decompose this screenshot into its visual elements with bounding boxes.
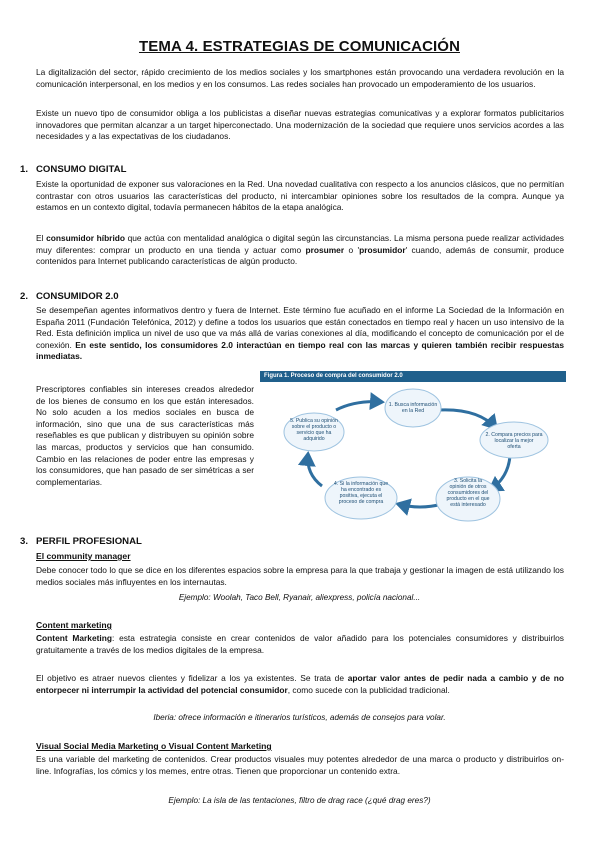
content-marketing-example: Iberia: ofrece información e itinerarios turísticos, además de consejos para volar. <box>153 713 446 722</box>
text-run: El objetivo es atraer nuevos clientes y fidelizar a los ya existentes. Se trata de <box>36 673 348 683</box>
arrow-3-4 <box>398 504 442 507</box>
community-manager-paragraph: Debe conocer todo lo que se dice en los diferentes espacios sobre la empresa para la que trabaja y gestionar la imagen de está utilizando los medios sociales más influyentes en los internautas. <box>36 565 564 587</box>
content-marketing-paragraph-2 <box>36 673 564 696</box>
page-title: TEMA 4. ESTRATEGIAS DE COMUNICACIÓN <box>138 38 460 55</box>
intro-paragraph-1: La digitalización del sector, rápido crecimiento de los medios sociales y los smartphones están provocando una verdadera revolución en la comunicación interpersonal, en los medios y en los consumos. Las redes sociales han provocado un empoderamiento de los usuarios. <box>36 67 564 89</box>
text-run-bold: Content Marketing <box>36 633 112 643</box>
section-3-title: PERFIL PROFESIONAL <box>36 536 142 547</box>
section-2-paragraph-2: Prescriptores confiables sin intereses creados alrededor de los bienes de consumo en los que están interesados. No solo acuden a los medios sociales en busca de información, sino que una de sus características más reseñables es que publican y distribuyen su opinión sobre las marcas, productos y servicios que han consumido. Cambio en las relaciones de poder entre las empresas y los consumidores, que han pasado de ser simétricas a ser complementarias. <box>36 384 254 487</box>
step-2-node <box>480 422 548 458</box>
step-1-label: 1. Busca información en la Red <box>388 402 438 414</box>
community-manager-example: Ejemplo: Woolah, Taco Bell, Ryanair, aliexpress, policía nacional... <box>178 593 421 602</box>
step-3-node <box>436 477 500 521</box>
section-2-number: 2. <box>20 291 29 302</box>
text-run: El <box>36 233 47 243</box>
section-1-number: 1. <box>20 164 29 175</box>
section-3-heading <box>20 536 142 547</box>
section-2-heading <box>20 291 119 302</box>
section-3-number: 3. <box>20 536 29 547</box>
text-run: : esta estrategia consiste en crear contenidos de valor añadido para los potenciales consumidores y distribuirlos gratuitamente a través de los medios digitales de la empresa. <box>36 633 564 655</box>
step-4-label: 4. Si la información que ha encontrado es positiva, ejecuta el proceso de compra <box>333 481 389 505</box>
step-2-label: 2. Compara precios para localizar la mejor oferta <box>485 432 543 450</box>
section-2-paragraph-1 <box>36 305 564 363</box>
text-run: Se desempeñan agentes informativos dentro y fuera de Internet. Este término fue acuñado en el informe La Sociedad de la Información en España 2011 (Fundación Telefónica, 2012) y define a todos los usuarios que están conectados en tiempo real y hacen un uso intensivo de la Red. Esta definición implica un nivel de uso que va más allá de varias conexiones al día, modificando el concepto de comunicación por el de conexión. <box>36 305 564 350</box>
step-1-node <box>385 389 441 427</box>
visual-marketing-heading: Visual Social Media Marketing o Visual Content Marketing <box>36 741 272 751</box>
content-marketing-heading: Content marketing <box>36 620 112 630</box>
text-run: que actúa con mentalidad analógica o digital según las circunstancias. La misma persona puede realizar actividades muy diferentes: comprar un producto en una tienda y actuar como <box>36 233 564 255</box>
visual-marketing-paragraph: Es una variable del marketing de contenidos. Crear productos visuales muy potentes alrededor de una marca o producto y distribuirlos on-line. Infografías, los cómics y los memes, entre otras. Tienen que proporcionar un contenido extra. <box>36 754 564 776</box>
community-manager-heading: El community manager <box>36 551 131 561</box>
section-2-title: CONSUMIDOR 2.0 <box>36 291 119 302</box>
arrow-1-2 <box>438 410 496 428</box>
text-run-bold: consumidor híbrido <box>46 233 125 243</box>
content-marketing-paragraph-1 <box>36 633 564 656</box>
step-3-label: 3. Solicita la opinión de otros consumidores del producto en el que está interesado <box>446 478 490 508</box>
text-run: ' cuando, además de consumir, produce contenidos para Internet publicando características de algún producto. <box>36 244 564 267</box>
purchase-process-figure <box>260 371 566 523</box>
text-run-bold: prosumer <box>305 244 345 255</box>
section-1-paragraph-2 <box>36 233 564 268</box>
step-5-label: 5. Publica su opinión sobre el producto o servicio que ha adquirido <box>290 418 338 442</box>
section-1-title: CONSUMO DIGITAL <box>36 164 127 175</box>
text-run: o ' <box>344 244 360 255</box>
section-1-heading <box>20 164 126 175</box>
figure-title: Figura 1. Proceso de compra del consumidor 2.0 <box>260 371 566 382</box>
text-run: , como sucede con la publicidad tradicional. <box>287 684 450 695</box>
visual-marketing-example: Ejemplo: La isla de las tentaciones, filtro de drag race (¿qué drag eres?) <box>168 796 431 805</box>
intro-paragraph-2: Existe un nuevo tipo de consumidor obliga a los publicistas a diseñar nuevas estrategias comunicativas y a explorar formatos publicitarios innovadores que permitan alcanzar a un target hiperconectado. Una modernización de la sociedad que requiere unos servicios acordes a las necesidades y a las expectativas de los ciudadanos. <box>36 108 564 142</box>
text-run-bold: aportar valor antes de pedir nada a cambio y de no entorpecer ni interrumpir la actividad del potencial consumidor <box>36 673 564 695</box>
step-5-node <box>284 413 344 451</box>
text-run-bold: prosumidor <box>359 244 406 255</box>
arrow-4-5 <box>308 454 322 486</box>
arrow-5-1 <box>336 402 382 410</box>
cycle-diagram <box>260 382 566 523</box>
section-1-paragraph-1: Existe la oportunidad de exponer sus valoraciones en la Red. Una novedad cualitativa con respecto a los anuncios clásicos, que no permitían contrastar con otros usuarios las características del producto, ni intercambiar opiniones sobre los resultados de la compra. Aunque ya estamos en un contexto digital, todavía permanecen hábitos de la etapa analógica. <box>36 179 564 213</box>
text-run-bold: En este sentido, los consumidores 2.0 interactúan en tiempo real con las marcas y quieren también recibir respuestas inmediatas. <box>36 339 564 362</box>
step-4-node <box>325 477 397 519</box>
